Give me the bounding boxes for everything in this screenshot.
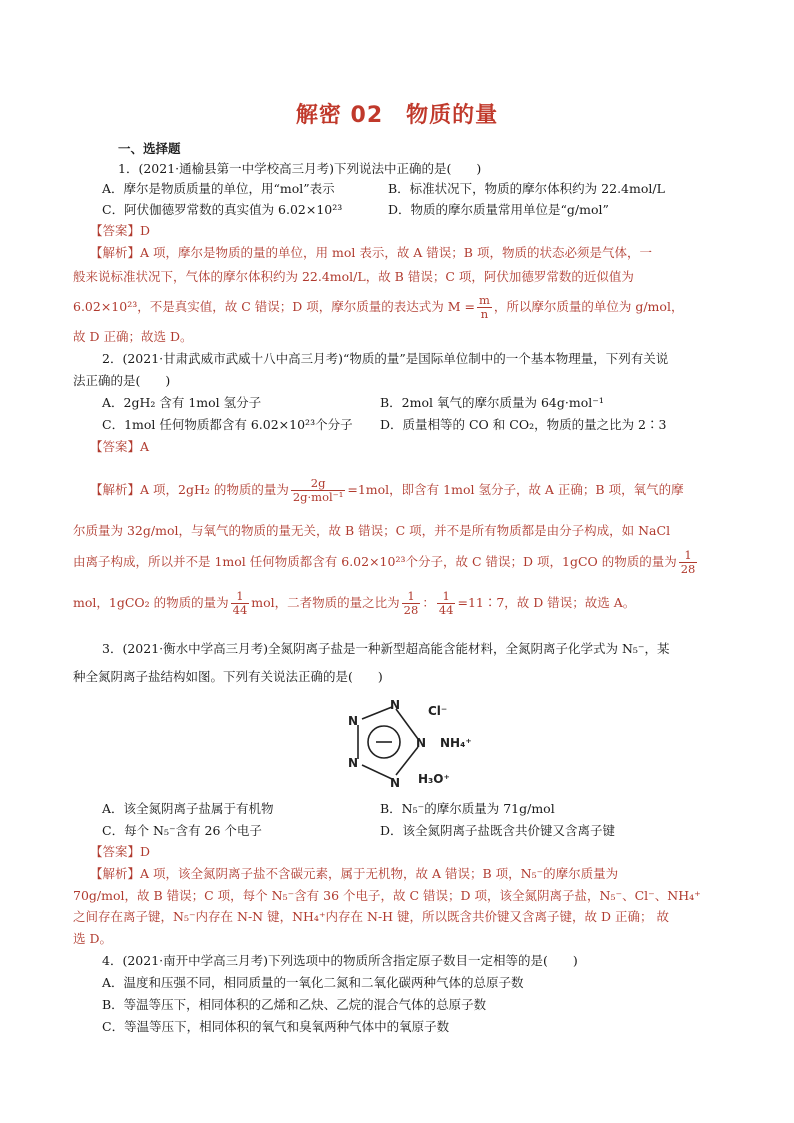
section-heading: 一、选择题	[118, 141, 181, 156]
q3-analysis-line4: 选 D。	[73, 931, 112, 946]
fraction-1-over-44: $\frac{1}{44}$	[232, 589, 248, 617]
q2-option-a: A．2gH₂ 含有 1mol 氢分子	[102, 395, 262, 410]
pentazolate-structure-diagram	[340, 695, 500, 795]
chloride-ion-label: Cl⁻	[428, 704, 448, 718]
q1-option-c: C．阿伏伽德罗常数的真实值为 6.02×10²³	[102, 202, 343, 217]
ring-nitrogen-3: N	[416, 736, 427, 750]
ring-nitrogen-5: N	[348, 756, 359, 770]
q4-option-c: C．等温等压下，相同体积的氧气和臭氧两种气体中的氧原子数	[102, 1019, 450, 1034]
q4-option-a: A．温度和压强不同，相同质量的一氧化二氮和二氧化碳两种气体的总原子数	[102, 975, 524, 990]
ring-nitrogen-2: N	[390, 698, 401, 712]
q1-option-d: D．物质的摩尔质量常用单位是“g/mol”	[388, 202, 609, 217]
q3-analysis-line1: 【解析】A 项，该全氮阴离子盐不含碳元素，属于无机物，故 A 错误；B 项，N₅⁻的摩尔质量为	[90, 866, 619, 881]
page-title: 解密 02 物质的量	[295, 103, 499, 128]
fraction-1-over-28: $\frac{1}{28}$	[680, 548, 696, 576]
q1-analysis-line3	[73, 292, 683, 322]
fraction-1-over-28-ratio: $\frac{1}{28}$	[403, 589, 419, 617]
q1-stem: 1．(2021·通榆县第一中学校高三月考)下列说法中正确的是( )	[118, 161, 482, 176]
q1-option-b: B．标准状况下，物质的摩尔体积约为 22.4mol/L	[388, 181, 665, 196]
q3-analysis-line3: 之间存在离子键，N₅⁻内存在 N-N 键，NH₄⁺内存在 N-H 键，所以既含共价键又含离子键，故 D 正确； 故	[73, 909, 669, 924]
q2-option-b: B．2mol 氧气的摩尔质量为 64g·mol⁻¹	[380, 395, 604, 410]
q2-stem-line2: 法正确的是( )	[73, 373, 171, 388]
q3-option-b: B．N₅⁻的摩尔质量为 71g/mol	[380, 801, 555, 816]
q1-analysis-line2: 般来说标准状况下，气体的摩尔体积约为 22.4mol/L，故 B 错误；C 项，阿伏加德罗常数的近似值为	[73, 269, 634, 284]
fraction-1-over-44-ratio: $\frac{1}{44}$	[438, 589, 454, 617]
q1-option-a: A．摩尔是物质质量的单位，用“mol”表示	[102, 181, 335, 196]
q2-analysis-line4: mol，1gCO₂ 的物质的量为 $\frac{1}{44}$ mol，二者物质的量之比为 $\frac{1}{28}$ ： $\frac{1}{44}$ =11∶7，故 D 错误；故选 A。	[73, 589, 636, 617]
q3-option-d: D．该全氮阴离子盐既含共价键又含离子键	[380, 823, 616, 838]
fraction-2g-over-molar-mass: $\frac{2g}{\text{2g·mol⁻¹}}$	[292, 476, 344, 504]
ammonium-ion-label: NH₄⁺	[440, 736, 472, 750]
q4-option-b: B．等温等压下，相同体积的乙烯和乙炔、乙烷的混合气体的总原子数	[102, 997, 487, 1012]
q1-analysis-line3-text: 6.02×10²³，不是真实值，故 C 错误；D 项，摩尔质量的表达式为 M =	[73, 299, 475, 314]
q3-stem-line1: 3．(2021·衡水中学高三月考)全氮阴离子盐是一种新型超高能含能材料，全氮阴离子化学式为 N₅⁻，某	[102, 641, 670, 656]
q2-option-d: D．质量相等的 CO 和 CO₂，物质的量之比为 2∶3	[380, 417, 667, 432]
ring-nitrogen-1: N	[348, 714, 359, 728]
q1-analysis-line3-tail: ，所以摩尔质量的单位为 g/mol，	[493, 299, 684, 314]
q2-stem-line1: 2．(2021·甘肃武威市武威十八中高三月考)“物质的量”是国际单位制中的一个基本物理量，下列有关说	[102, 351, 669, 366]
hydronium-ion-label: H₃O⁺	[418, 772, 450, 786]
q3-analysis-line2: 70g/mol，故 B 错误；C 项，每个 N₅⁻含有 36 个电子，故 C 错误；D 项，该全氮阴离子盐，N₅⁻、Cl⁻、NH₄⁺	[73, 888, 701, 903]
q2-analysis-line1: 【解析】A 项，2gH₂ 的物质的量为 $\frac{2g}{\text{2g·mol⁻¹}}$ =1mol，即含有 1mol 氢分子，故 A 正确；B 项，氧气的摩	[90, 476, 684, 504]
q1-analysis-line4: 故 D 正确；故选 D。	[73, 329, 193, 344]
q2-option-c: C．1mol 任何物质都含有 6.02×10²³个分子	[102, 417, 353, 432]
q1-analysis-line1: 【解析】A 项，摩尔是物质的量的单位，用 mol 表示，故 A 错误；B 项，物质的状态必须是气体，一	[90, 245, 652, 260]
q1-answer: 【答案】D	[90, 223, 151, 238]
q2-analysis-line3: 由离子构成，所以并不是 1mol 任何物质都含有 6.02×10²³个分子，故 C 错误；D 项，1gCO 的物质的量为 $\frac{1}{28}$	[73, 548, 696, 576]
ring-nitrogen-4: N	[390, 776, 401, 790]
q2-answer: 【答案】A	[90, 439, 150, 454]
q3-option-c: C．每个 N₅⁻含有 26 个电子	[102, 823, 262, 838]
q3-option-a: A．该全氮阴离子盐属于有机物	[102, 801, 274, 816]
q3-stem-line2: 种全氮阴离子盐结构如图。下列有关说法正确的是( )	[73, 669, 383, 684]
fraction-m-over-n: $\frac{m}{n}$	[478, 293, 490, 321]
q4-stem: 4．(2021·南开中学高三月考)下列选项中的物质所含指定原子数目一定相等的是( )	[102, 953, 578, 968]
pentazolate-ring-svg	[340, 695, 500, 795]
q3-answer: 【答案】D	[90, 844, 151, 859]
q2-analysis-line2: 尔质量为 32g/mol，与氧气的物质的量无关，故 B 错误；C 项，并不是所有物质都是由分子构成，如 NaCl	[73, 523, 671, 538]
